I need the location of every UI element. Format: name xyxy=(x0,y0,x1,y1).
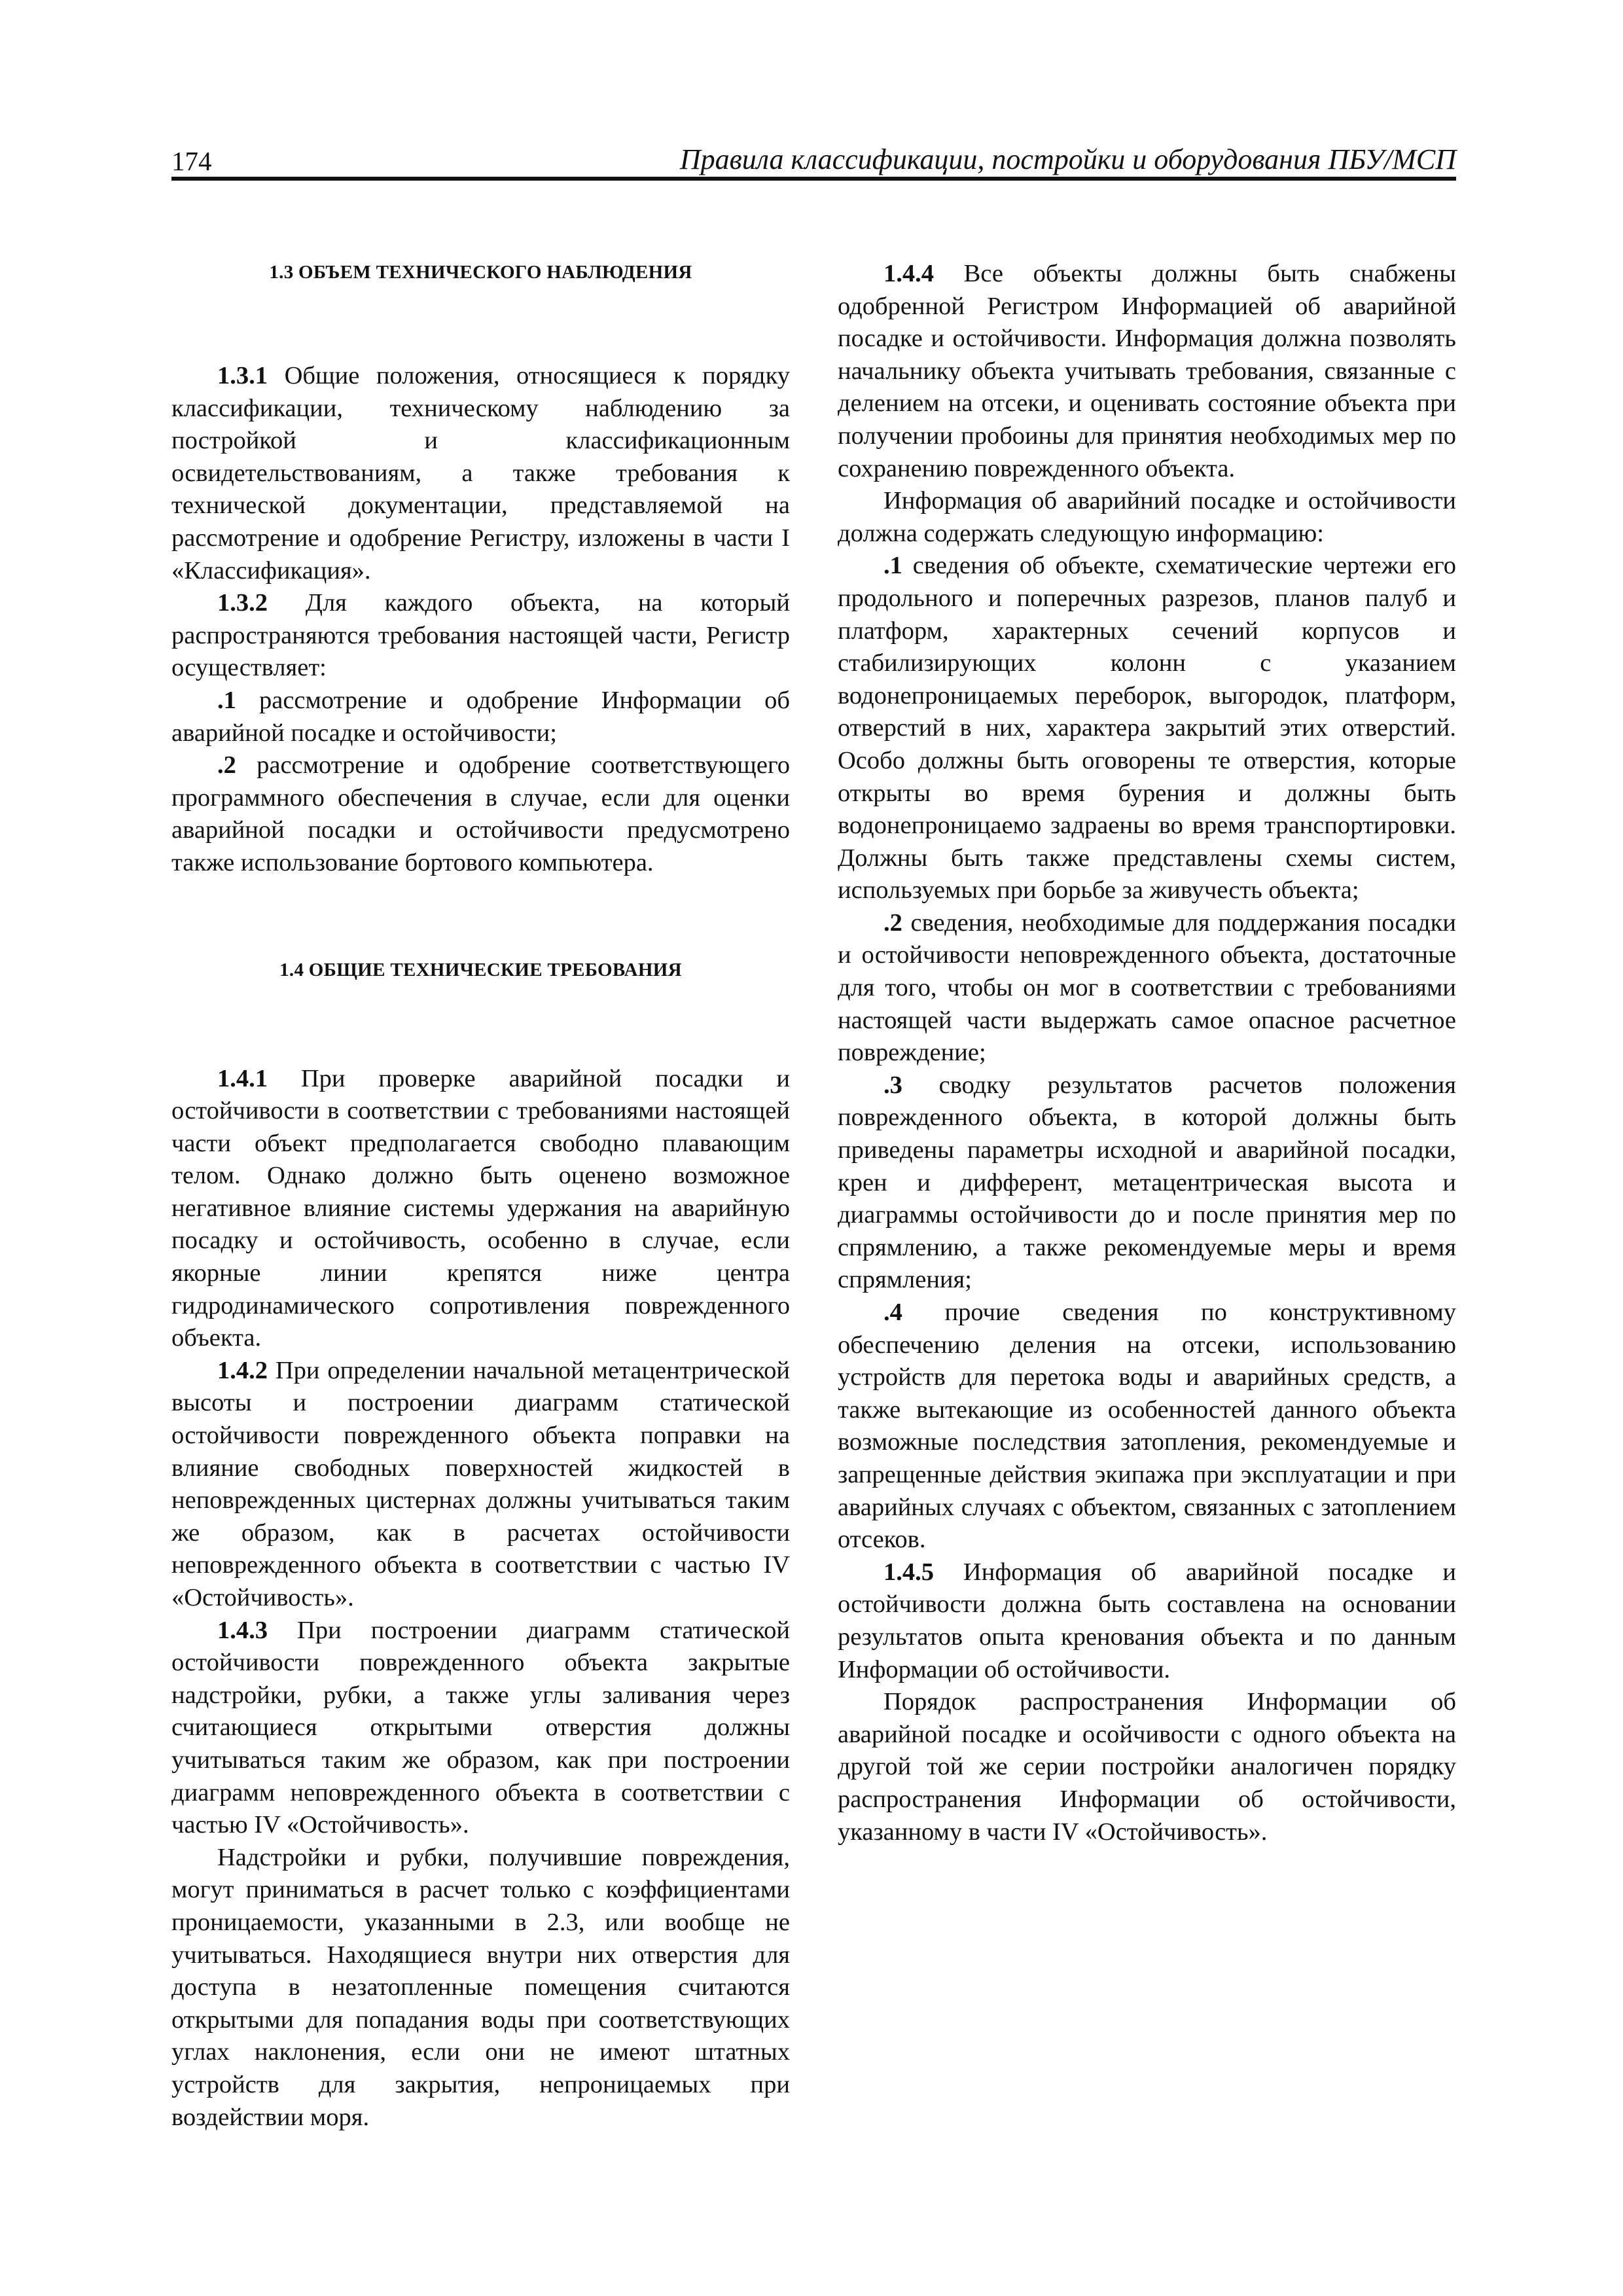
paragraph-1-3-1 xyxy=(171,360,790,587)
right-column xyxy=(838,258,1456,1848)
paragraph-text: Для каждого объекта, на который распространяются требования настоящей части, Регистр осуществляет: xyxy=(171,589,790,682)
paragraph-1-4-3 xyxy=(171,1615,790,1842)
paragraph-text: Все объекты должны быть снабжены одобренной Регистром Информацией об аварийной посадке и остойчивости. Информация должна позволять начальнику объекта учитывать требования, связанные с делением на отсеки, и оценивать состояние объекта при получении пробоины для принятия необходимых мер по сохранению поврежденного объекта. xyxy=(838,260,1456,482)
paragraph-1-4-5-continued: Порядок распространения Информации об аварийной посадке и осойчивости с одного объекта на другой той же серии постройки аналогичен порядку распространения Информации об остойчивости, указанному в части IV «Остойчивость». xyxy=(838,1688,1456,1846)
item-text: сводку результатов расчетов положения поврежденного объекта, в которой должны быть приведены параметры исходной и аварийной посадки, крен и дифферент, метацентрическая высота и диаграммы остойчивости до и после принятия мер по спрямлению, а также рекомендуемые меры и время спрямления; xyxy=(838,1071,1456,1294)
clause-number: 1.3.1 xyxy=(217,362,268,389)
paragraph-text: Общие положения, относящиеся к порядку классификации, техническому наблюдению за постройкой и классификационным освидетельствованиям, а также требования к технической документации, представляемой на рассмотрение и одобрение Регистру, изложены в части I «Классификация». xyxy=(171,362,790,584)
item-number: .2 xyxy=(217,751,236,780)
list-item-1-4-4-1 xyxy=(838,550,1456,907)
left-column xyxy=(171,258,790,2134)
clause-number: 1.3.2 xyxy=(217,589,268,617)
item-text: рассмотрение и одобрение соответствующего программного обеспечения в случае, если для оценки аварийной посадки и остойчивости предусмотрено также использование бортового компьютера. xyxy=(171,751,790,876)
paragraph-text: При проверке аварийной посадки и остойчивости в соответствии с требованиями настоящей части объект предполагается свободно плавающим телом. Однако должно быть оценено возможное негативное влияние системы удержания на аварийную посадку и остойчивость, особенно в случае, если якорные линии крепятся ниже центра гидродинамического сопротивления поврежденного объекта. xyxy=(171,1064,790,1352)
paragraph-1-4-5 xyxy=(838,1556,1456,1686)
item-number: .3 xyxy=(883,1071,902,1099)
paragraph-1-4-2 xyxy=(171,1355,790,1615)
paragraph-1-4-1 xyxy=(171,1063,790,1355)
paragraph-1-4-4 xyxy=(838,258,1456,485)
clause-number: 1.4.1 xyxy=(217,1064,268,1092)
list-item-1-3-2-1 xyxy=(171,685,790,749)
item-text: сведения об объекте, схематические чертежи его продольного и поперечных разрезов, планов палуб и платформ, характерных сечений корпусов и стабилизирующих колонн с указанием водонепроницаемых переборок, выгородок, платформ, отверстий в них, характера закрытий этих отверстий. Особо должны быть оговорены те отверстия, которые открыты во время бурения и должны быть водонепроницаемо задраены во время транспортировки. Должны быть также представлены схемы систем, используемых при борьбе за живучесть объекта; xyxy=(838,552,1456,905)
clause-number: 1.4.2 xyxy=(217,1356,268,1384)
item-number: .4 xyxy=(883,1299,902,1326)
item-text: прочие сведения по конструктивному обеспечению деления на отсеки, использованию устройств для перетока воды и аварийных средств, а также вытекающие из особенностей данного объекта возможные последствия затопления, рекомендуемые и запрещенные действия экипажа при эксплуатации и при аварийных случаях с объектом, связанных с затоплением отсеков. xyxy=(838,1299,1456,1554)
running-title: Правила классификации, постройки и оборудования ПБУ/МСП xyxy=(679,143,1456,175)
paragraph-1-3-2 xyxy=(171,587,790,685)
list-item-1-4-4-2 xyxy=(838,907,1456,1069)
item-number: .1 xyxy=(883,552,902,580)
section-heading-1-3: 1.3 ОБЪЕМ ТЕХНИЧЕСКОГО НАБЛЮДЕНИЯ xyxy=(269,262,692,283)
list-item-1-4-4-3 xyxy=(838,1069,1456,1297)
item-number: .1 xyxy=(217,686,236,714)
paragraph-text: При определении начальной метацентрической высоты и построении диаграмм статической остойчивости поврежденного объекта поправки на влияние свободных поверхностей жидкостей в неповрежденных цистернах должны учитываться таким же образом, как в расчетах остойчивости неповрежденного объекта в соответствии с частью IV «Остойчивость». xyxy=(171,1356,790,1611)
item-text: сведения, необходимые для поддержания посадки и остойчивости неповрежденного объекта, достаточные для того, чтобы он мог в соответствии с требованиями настоящей части выдержать самое опасное расчетное повреждение; xyxy=(838,908,1456,1067)
clause-number: 1.4.4 xyxy=(883,260,934,287)
item-number: .2 xyxy=(883,908,902,937)
page-number: 174 xyxy=(171,146,212,176)
section-heading-1-4: 1.4 ОБЩИЕ ТЕХНИЧЕСКИЕ ТРЕБОВАНИЯ xyxy=(279,959,682,980)
clause-number: 1.4.3 xyxy=(217,1616,268,1644)
paragraph-1-4-4-continued: Информация об аварийний посадке и остойчивости должна содержать следующую информацию: xyxy=(838,487,1456,547)
header-rule xyxy=(171,177,1456,181)
paragraph-text: При построении диаграмм статической остойчивости поврежденного объекта закрытые надстройки, рубки, а также углы заливания через считающиеся открытыми отверстия должны учитываться таким же образом, как при построении диаграмм неповрежденного объекта в соответствии с частью IV «Остойчивость». xyxy=(171,1616,790,1839)
paragraph-1-4-3-continued: Надстройки и рубки, получившие повреждения, могут приниматься в расчет только с коэффициентами проницаемости, указанными в 2.3, или вообще не учитываться. Находящиеся внутри них отверстия для доступа в незатопленные помещения считаются открытыми для попадания воды при соответствующих углах наклонения, если они не имеют штатных устройств для закрытия, непроницаемых при воздействии моря. xyxy=(171,1843,790,2131)
item-text: рассмотрение и одобрение Информации об аварийной посадке и остойчивости; xyxy=(171,686,790,747)
clause-number: 1.4.5 xyxy=(883,1558,934,1586)
paragraph-text: Информация об аварийной посадке и остойчивости должна быть составлена на основании результатов опыта кренования объекта и по данным Информации об остойчивости. xyxy=(838,1558,1456,1683)
list-item-1-4-4-4 xyxy=(838,1297,1456,1556)
list-item-1-3-2-2 xyxy=(171,749,790,879)
